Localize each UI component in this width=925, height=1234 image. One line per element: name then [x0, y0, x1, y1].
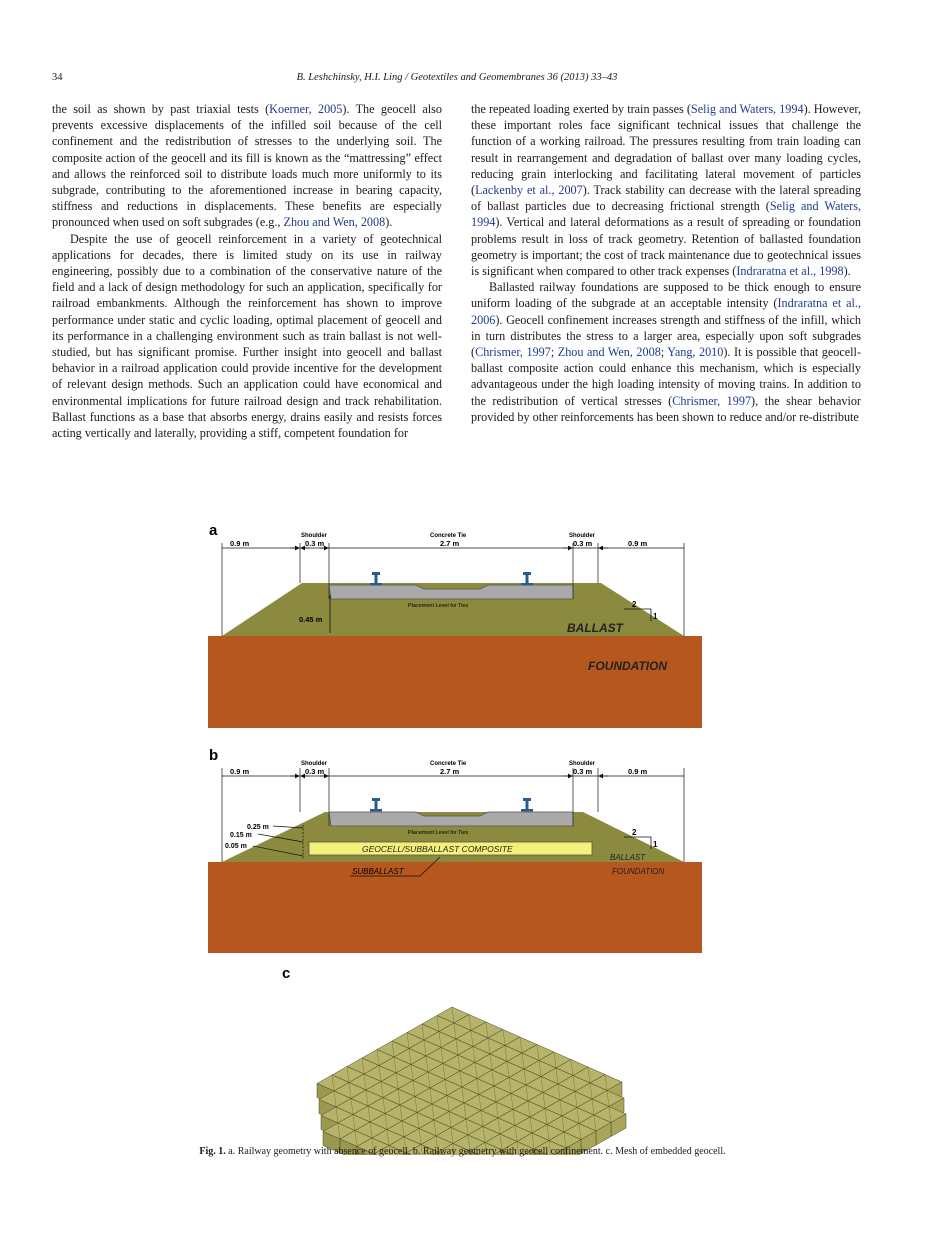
citation-link[interactable]: Zhou and Wen, 2008 — [557, 345, 661, 360]
placement-level-b: Placement Level for Ties — [408, 830, 469, 836]
height-a: 0.45 m — [299, 615, 323, 624]
figure-1-svg — [0, 515, 925, 1155]
rail-left — [370, 572, 382, 586]
rail-left-b — [370, 798, 382, 812]
foundation-label-b: FOUNDATION — [612, 867, 665, 876]
depth-3-b: 0.05 m — [225, 843, 247, 850]
shoulder-label-right-b: Shoulder — [569, 761, 596, 767]
citation-link[interactable]: Lackenby et al., 2007 — [475, 183, 583, 198]
citation-link[interactable]: Selig and Waters, 1994 — [690, 102, 804, 116]
slope-v-b: 1 — [653, 840, 658, 849]
composite-label: GEOCELL/SUBBALLAST COMPOSITE — [362, 844, 513, 854]
dim-side-left-a: 0.9 m — [230, 539, 250, 548]
placement-level-a: Placement Level for Ties — [408, 603, 469, 609]
running-title: B. Leshchinsky, H.I. Ling / Geotextiles and Geomembranes 36 (2013) 33–43 — [296, 72, 618, 83]
depth-2-b: 0.15 m — [230, 832, 252, 839]
right-paragraph-2: Ballasted railway foundations are supposed to be thick enough to ensure uniform loading of the subgrade at an acceptable intensity (Indraratna et al., 2006). Geocell confinement increases strength and stiffness of the infill, which in turn distributes the stress to a larger area, especially upon soft subgrades (Chrismer, 1997; Zhou and Wen, 2008; Yang, 2010). It is possible that geocell-ballast composite action could enhance this mechanism, which is especially advantageous under the high loading intensity of moving trains. In addition to the redistribution of vertical stresses (Chrismer, 1997), the shear behavior provided by other reinforcements has been shown to reduce and/or re-distribute — [471, 280, 862, 424]
foundation-layer — [208, 636, 702, 728]
left-column — [52, 101, 442, 441]
rail-right-b — [521, 798, 533, 812]
panel-b — [208, 747, 702, 953]
panel-c-label: c — [282, 965, 291, 982]
citation-link[interactable]: Zhou and Wen, 2008 — [283, 215, 386, 230]
shoulder-label-left-a: Shoulder — [301, 533, 328, 539]
caption-text: a. Railway geometry with absence of geocell. b. Railway geometry with geocell confinement. c. Mesh of embedded geocell. — [228, 1146, 726, 1157]
dim-shoulder-left-b: 0.3 m — [305, 767, 325, 776]
citation-link[interactable]: Yang, 2010 — [667, 345, 724, 360]
citation-link[interactable]: Selig and Waters, 1994 — [471, 199, 861, 230]
shoulder-label-left-b: Shoulder — [301, 761, 328, 767]
citation-link[interactable]: Chrismer, 1997 — [475, 345, 551, 360]
citation-link[interactable]: Koerner, 2005 — [269, 102, 343, 116]
concrete-tie-label-a: Concrete Tie — [430, 533, 467, 539]
figure-1 — [0, 515, 925, 1155]
rail-right — [521, 572, 533, 586]
dim-tie-a: 2.7 m — [440, 539, 460, 548]
dim-side-right-b: 0.9 m — [628, 767, 648, 776]
page-number: 34 — [52, 72, 63, 83]
dim-tie-b: 2.7 m — [440, 767, 460, 776]
ballast-label-b: BALLAST — [610, 853, 646, 862]
concrete-tie-label-b: Concrete Tie — [430, 761, 467, 767]
subballast-label: SUBBALLAST — [352, 867, 404, 876]
foundation-label-a: FOUNDATION — [588, 659, 668, 673]
geocell-mesh — [317, 1007, 626, 1155]
right-paragraph-1: the repeated loading exerted by train passes (Selig and Waters, 1994). However, these important roles face significant technical issues that challenge the function of a working railroad. The pressures resulting from train loading can result in rearrangement and degradation of ballast over many loading cycles, reducing grain interlocking and facilitating lateral movement of particles (Lackenby et al., 2007). Track stability can decrease with the lateral spreading of ballast particles due to decreasing frictional strength (Selig and Waters, 1994). Vertical and lateral deformations as a result of spreading or foundation problems result in loss of track geometry. Retention of ballasted foundation geometry is important; the cost of track maintenance due to geotechnical issues is significant when compared to other track expenses (Indraratna et al., 1998). — [471, 102, 861, 279]
ballast-label-a: BALLAST — [567, 621, 623, 635]
citation-link[interactable]: Indraratna et al., 1998 — [736, 264, 844, 279]
depth-1-b: 0.25 m — [247, 824, 269, 831]
panel-c — [282, 965, 626, 1155]
caption-label: Fig. 1. — [199, 1146, 226, 1157]
citation-link[interactable]: Chrismer, 1997 — [672, 393, 752, 408]
slope-h-a: 2 — [632, 600, 637, 609]
dim-shoulder-right-a: 0.3 m — [573, 539, 593, 548]
citation-link[interactable]: Indraratna et al., 2006 — [471, 296, 861, 327]
right-column — [471, 101, 861, 425]
dim-shoulder-right-b: 0.3 m — [573, 767, 593, 776]
running-header — [52, 72, 862, 86]
dim-side-right-a: 0.9 m — [628, 539, 648, 548]
slope-h-b: 2 — [632, 828, 637, 837]
left-paragraph-1: the soil as shown by past triaxial tests (Koerner, 2005). The geocell also prevents excessive displacements of the infilled soil because of the cell confinement and the redistribution of stresses to the underlying soil. The composite action of the geocell and its fill is known as the “mattressing” effect and allows the reinforced soil to distribute loads much more uniformly to its subgrade, contributing to the aforementioned increase in bearing capacity, stiffness and reductions in displacements. These benefits are especially pronounced when used on soft subgrades (e.g., Zhou and Wen, 2008). — [52, 102, 442, 230]
left-paragraph-2: Despite the use of geocell reinforcement in a variety of geotechnical applications for decades, there is limited study on its use in railway engineering, possibly due to a combination of the conservative nature of the field and a lack of design methodology for such an application, specifically for railroad embankments. Although the reinforcement has shown to improve performance under static and cyclic loading, optimal placement of geocell and its performance in a challenging environment such as train ballast is not well-studied, but has significant promise. Further insight into geocell and ballast behavior in a railroad application could provide incentive for the development of relevant design methods. Such an application could have economical and environmental implications for future railroad design and track rehabilitation. Ballast functions as a base that absorbs energy, drains easily and resists forces acting vertically and laterally, providing a stiff, competent foundation for — [52, 231, 442, 441]
shoulder-label-right-a: Shoulder — [569, 533, 596, 539]
dim-side-left-b: 0.9 m — [230, 767, 250, 776]
panel-a-label: a — [209, 522, 218, 539]
slope-v-a: 1 — [653, 612, 658, 621]
panel-b-label: b — [209, 747, 219, 764]
figure-caption — [0, 1146, 925, 1157]
dim-shoulder-left-a: 0.3 m — [305, 539, 325, 548]
panel-a — [208, 522, 702, 728]
